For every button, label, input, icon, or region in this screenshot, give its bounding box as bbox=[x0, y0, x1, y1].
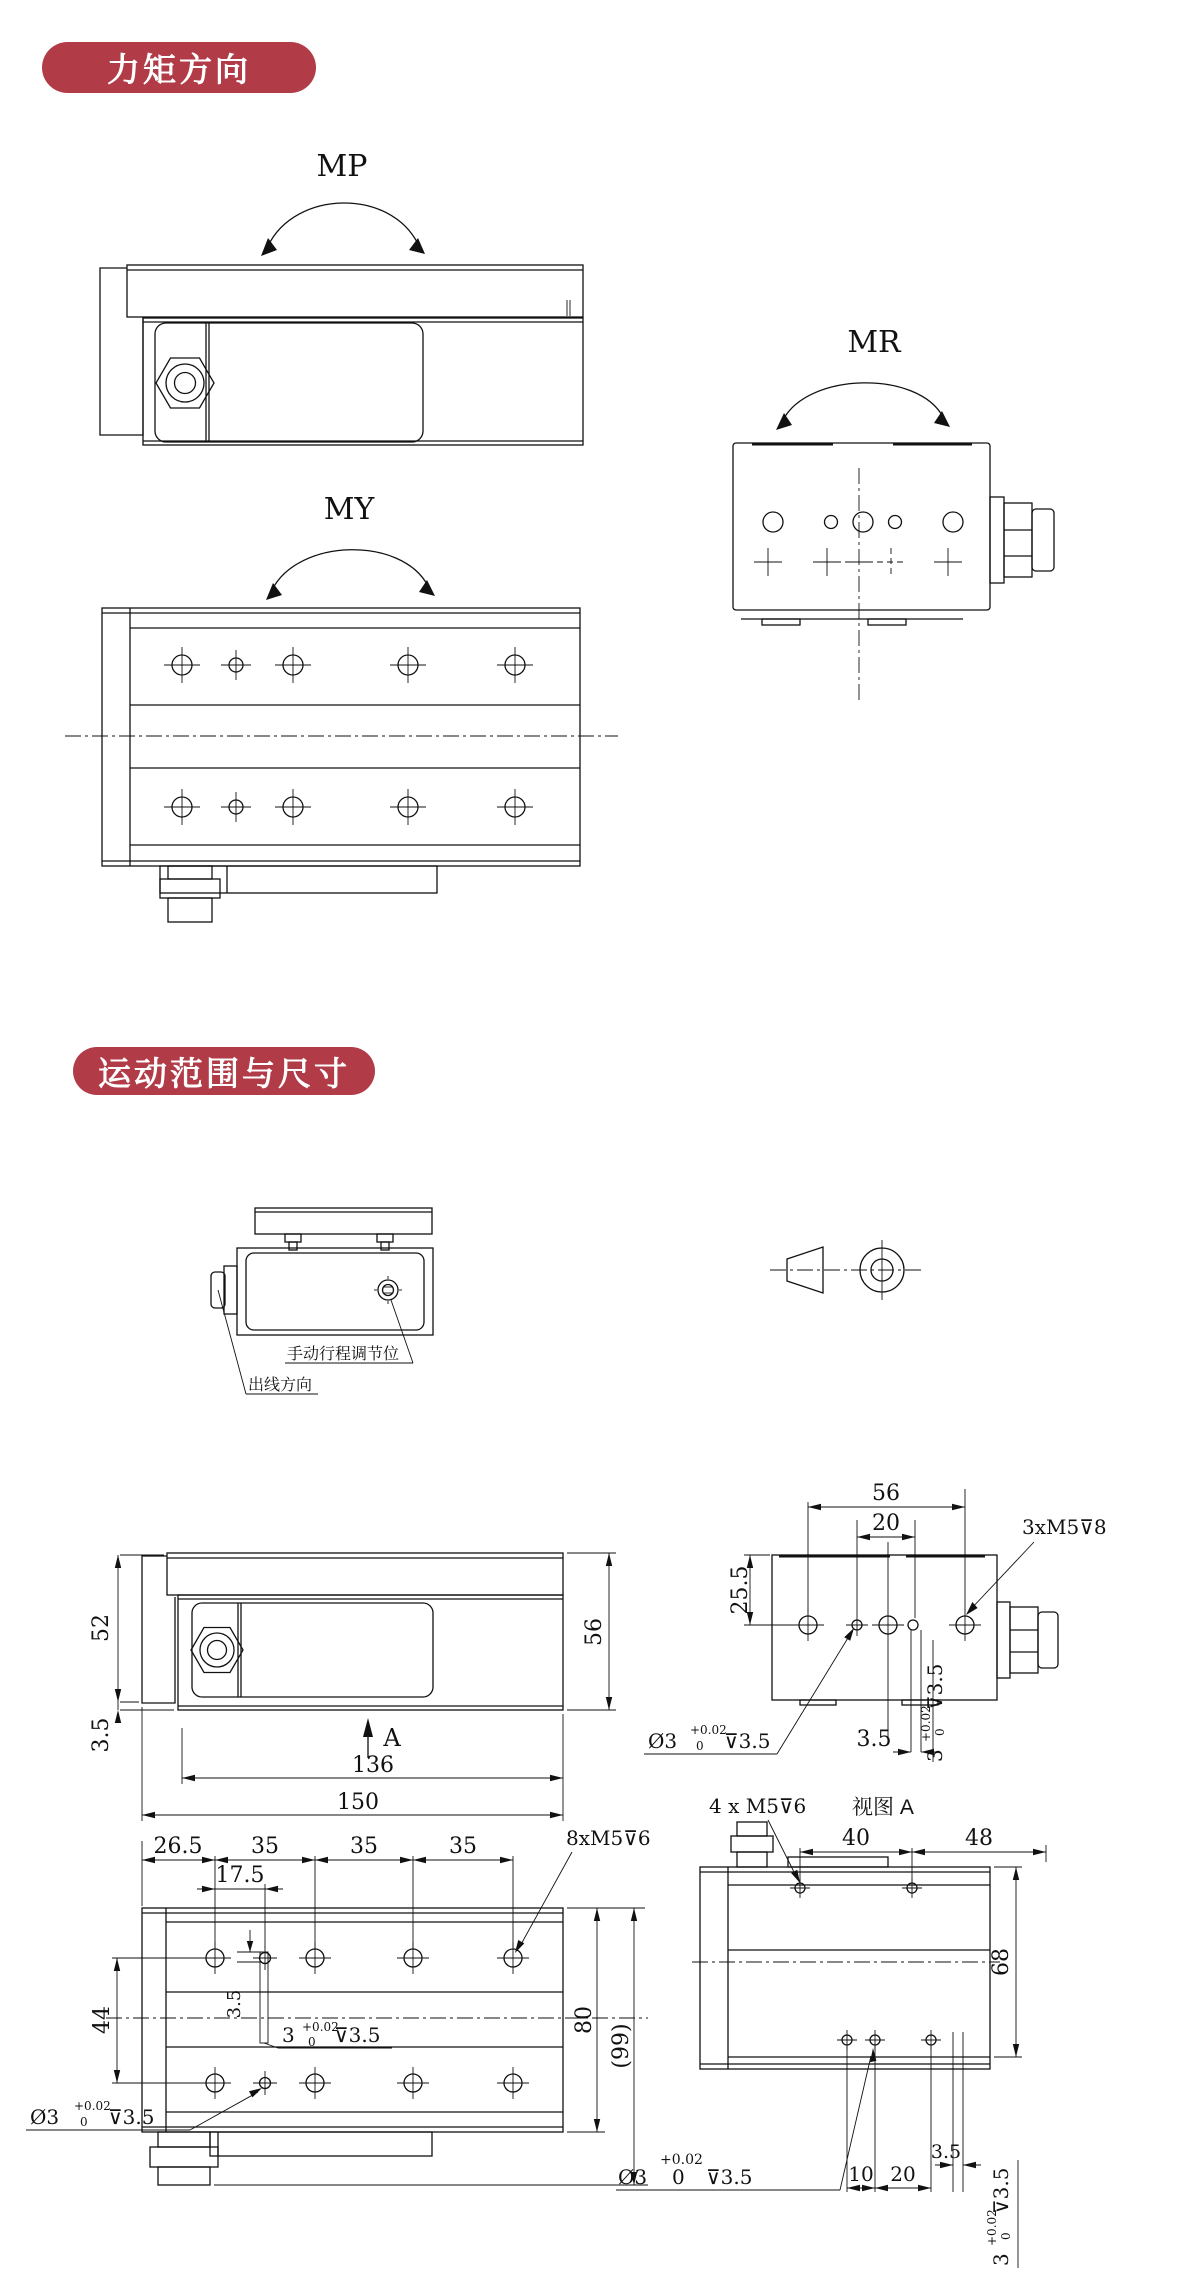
dim-top-view-drawing bbox=[640, 1430, 1200, 1790]
dim-10: 10 bbox=[848, 2162, 874, 2186]
view-a-drawing bbox=[600, 1790, 1120, 2281]
thread-note-8xM5: 8xM5⊽6 bbox=[566, 1826, 651, 1850]
mp-rotation-arrow bbox=[261, 149, 425, 256]
manual-adjust-label: 手动行程调节位 bbox=[287, 1346, 400, 1363]
dim-35b: 35 bbox=[350, 1834, 378, 1859]
my-cable-gland bbox=[160, 866, 437, 922]
cable-outlet-label: 出线方向 bbox=[248, 1377, 313, 1394]
callout-cable-outlet bbox=[218, 1290, 318, 1394]
viewa-pin-tol-zero: 0 bbox=[672, 2165, 685, 2189]
viewa-pin-tol-plus: +0.02 bbox=[660, 2152, 703, 2168]
top-dimensions bbox=[644, 1481, 1107, 1762]
dim-17-5: 17.5 bbox=[215, 1863, 265, 1888]
thread-note-3xM5: 3xM5⊽8 bbox=[1022, 1515, 1107, 1539]
view-a-body bbox=[692, 1822, 1000, 2069]
mp-side-view-drawing bbox=[60, 100, 620, 460]
dim-25-5: 25.5 bbox=[728, 1565, 753, 1615]
dim-48: 48 bbox=[965, 1826, 993, 1851]
dim-52: 52 bbox=[89, 1614, 114, 1642]
stroke-adjust-view-drawing bbox=[140, 1180, 580, 1420]
dim-136: 136 bbox=[352, 1753, 394, 1778]
dim-35a: 35 bbox=[251, 1834, 279, 1859]
viewa-pin-depth: ⊽3.5 bbox=[706, 2165, 753, 2189]
viewa-slot-tol-zero: 0 bbox=[999, 2232, 1013, 2240]
dim-20: 20 bbox=[872, 1511, 900, 1536]
mr-connector bbox=[990, 497, 1054, 583]
dim-20-bottom: 20 bbox=[890, 2162, 916, 2186]
dim-3-5-viewa: 3.5 bbox=[930, 2141, 962, 2163]
mr-body bbox=[733, 443, 1054, 700]
my-body bbox=[65, 608, 618, 922]
viewa-slot-note-rotated bbox=[985, 2168, 1013, 2266]
slot-note-3: 3 bbox=[923, 1749, 947, 1762]
mr-top-view-drawing bbox=[700, 300, 1120, 720]
plan-slot-tol-zero: 0 bbox=[308, 2035, 316, 2049]
dim-150: 150 bbox=[337, 1790, 379, 1815]
pin-note-tol-zero: 0 bbox=[696, 1739, 704, 1753]
viewa-slot-tol-plus: +0.02 bbox=[985, 2209, 999, 2246]
dim-68: 68 bbox=[989, 1948, 1014, 1976]
my-label: MY bbox=[323, 492, 375, 527]
pin-note-depth: ⊽3.5 bbox=[724, 1729, 771, 1753]
my-rotation-arrow bbox=[266, 492, 435, 600]
plan-pin-tol-plus: +0.02 bbox=[74, 2099, 111, 2113]
slot-note-tol-zero: 0 bbox=[933, 1728, 947, 1736]
viewa-slot-depth: ⊽3.5 bbox=[989, 2167, 1013, 2214]
view-a-annotations bbox=[616, 1794, 1046, 2268]
mp-actuator-body bbox=[100, 265, 583, 445]
pin-note-tol-plus: +0.02 bbox=[690, 1723, 727, 1737]
plan-dimensions bbox=[26, 1826, 651, 2185]
plan-cable-gland bbox=[150, 2132, 432, 2185]
thread-note-4xM5: 4 x M5⊽6 bbox=[709, 1794, 807, 1818]
manual-adjust-knob bbox=[374, 1276, 402, 1304]
small-body bbox=[211, 1208, 433, 1335]
cable-gland-hex bbox=[156, 358, 214, 408]
dim-40: 40 bbox=[842, 1826, 870, 1851]
plan-pin-dia: Ø3 bbox=[30, 2105, 60, 2129]
view-a-title: 视图 A bbox=[852, 1796, 914, 1819]
plan-pin-depth: ⊽3.5 bbox=[108, 2105, 155, 2129]
dim-99: (99) bbox=[609, 2023, 634, 2069]
plan-slot-tol-plus: +0.02 bbox=[302, 2020, 339, 2034]
dim-3-5-top: 3.5 bbox=[856, 1727, 892, 1752]
plan-slot-depth: ⊽3.5 bbox=[334, 2023, 381, 2047]
dim-26-5: 26.5 bbox=[153, 1834, 203, 1859]
viewa-slot-3: 3 bbox=[989, 2253, 1013, 2266]
plan-pin-tol-zero: 0 bbox=[80, 2115, 88, 2129]
dim-56-top: 56 bbox=[872, 1481, 900, 1506]
torque-direction-badge: 力矩方向 bbox=[42, 42, 316, 93]
view-a-arrow-label: A bbox=[383, 1724, 401, 1752]
mr-label: MR bbox=[847, 325, 901, 360]
slot-note-depth: ⊽3.5 bbox=[923, 1663, 947, 1710]
dim-56-side: 56 bbox=[582, 1618, 607, 1646]
viewa-pin-dia: Ø3 bbox=[618, 2165, 648, 2189]
plan-slot-3: 3 bbox=[282, 2023, 295, 2047]
motion-range-badge: 运动范围与尺寸 bbox=[73, 1047, 375, 1095]
dim-44: 44 bbox=[90, 2006, 115, 2034]
dim-3-5: 3.5 bbox=[89, 1717, 114, 1753]
dim-plan-view-drawing bbox=[20, 1826, 660, 2235]
dim-35c: 35 bbox=[449, 1834, 477, 1859]
dim-3-5-offset: 3.5 bbox=[224, 1989, 245, 2019]
pin-note-dia: Ø3 bbox=[648, 1729, 678, 1753]
side-dimensions bbox=[89, 1553, 616, 1821]
dim-side-view-drawing bbox=[60, 1450, 640, 1835]
dim-80: 80 bbox=[572, 2006, 597, 2034]
slot-note-tol-plus: +0.02 bbox=[919, 1705, 933, 1742]
view-a-gland bbox=[731, 1822, 773, 1867]
mp-label: MP bbox=[316, 149, 368, 184]
side-body bbox=[142, 1553, 563, 1710]
callout-manual-adjust bbox=[285, 1300, 413, 1363]
projection-symbol bbox=[740, 1190, 1000, 1320]
mr-rotation-arrow bbox=[776, 325, 950, 430]
my-plan-view-drawing bbox=[60, 480, 620, 940]
